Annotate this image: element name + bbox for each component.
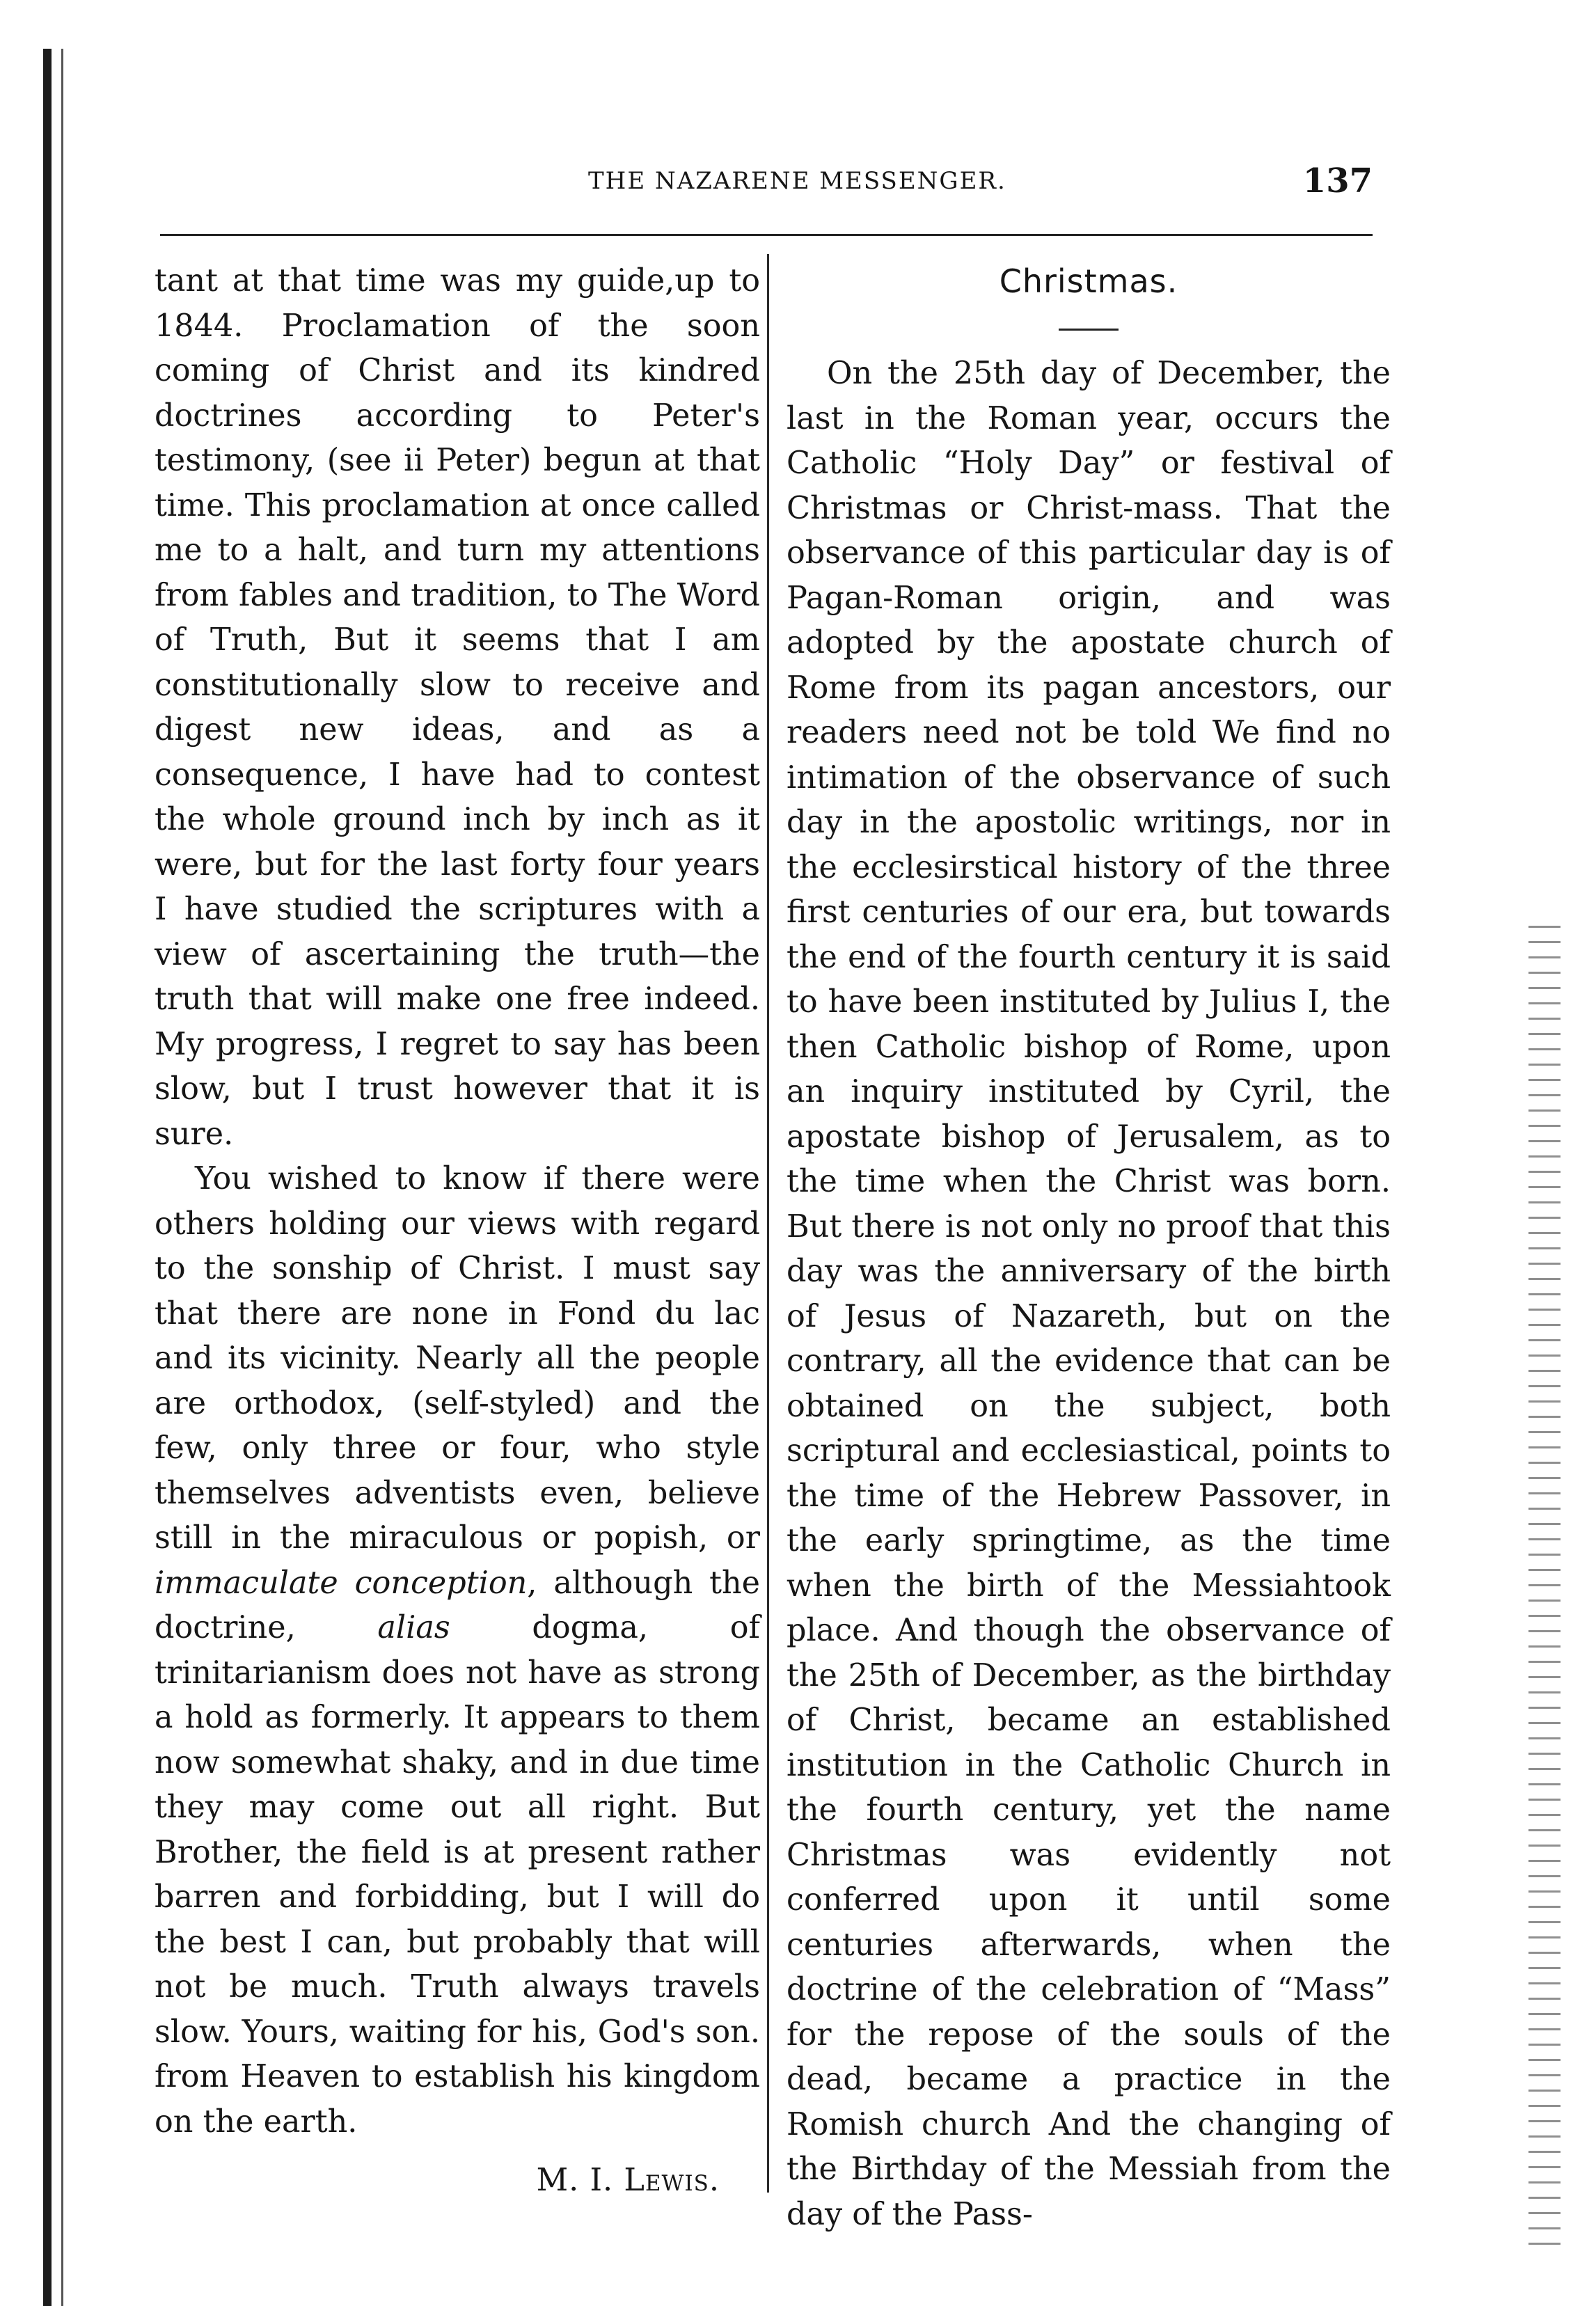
letter-italic-alias: alias <box>377 1610 450 1645</box>
letter-signature: M. I. Lewis. <box>536 2163 720 2198</box>
running-title: THE NAZARENE MESSENGER. <box>588 167 1006 195</box>
letter-paragraph-2-text-c: dogma, of trinitarianism does not have as strong a hold as formerly. It appears to them now somewhat shaky, and in due time they may come out all right. But Brother, the field is at present rather barren and forbidding, but I will do the best I can, but probably that will not be much. Truth always travels slow. Yours, waiting for his, God's son. from Heaven to establish his kingdom on the earth. <box>155 1610 760 2140</box>
header-rule <box>160 234 1373 236</box>
letter-paragraph-1: tant at that time was my guide,up to 1844. Proclamation of the soon coming of Christ and its kindred doctrines according to Peter's testimony, (see ii Peter) begun at that time. This proclamation at once called me to a halt, and turn my attentions from fables and tradition, to The Word of Truth, But it seems that I am constitutionally slow to receive and digest new ideas, and as a consequence, I have had to contest the whole ground inch by inch as it were, but for the last forty four years I have studied the scriptures with a view of ascertaining the truth—the truth that will make one free indeed. My progress, I regret to say has been slow, but I trust however that it is sure. <box>155 263 760 1152</box>
left-column <box>155 259 760 2204</box>
page-header <box>153 161 1373 203</box>
page-edge-specks <box>1528 926 1561 2248</box>
column-divider <box>767 254 769 2193</box>
binding-edge-inner <box>61 49 63 2306</box>
letter-paragraph-2 <box>155 1157 760 2145</box>
letter-paragraph-2-text-a: You wished to know if there were others holding our views with regard to the sonship of Christ. I must say that there are none in Fond du lac and its vicinity. Nearly all the people are orthodox, (self-styled) and the few, only three or four, who style themselves adventists even, believe still in the miraculous or popish, or <box>155 1161 760 1556</box>
letter-paragraph-2-text-b: , although the doctrine, <box>155 1565 760 1645</box>
letter-italic-immaculate-conception: immaculate conception <box>155 1565 528 1601</box>
page-number: 137 <box>1302 161 1373 200</box>
article-body: On the 25th day of December, the last in the Roman year, occurs the Catholic “Holy Day” or festival of Christmas or Christ-mass. That the observance of this particular day is of Pagan-Roman origin, and was adopted by the apostate church of Rome from its pagan ancestors, our readers need not be told We find no intimation of the observance of such day in the apostolic writings, nor in the ecclesirstical history of the three first centuries of our era, but towards the end of the fourth century it is said to have been instituted by Julius I, the then Catholic bishop of Rome, upon an inquiry instituted by Cyril, the apostate bishop of Jerusalem, as to the time when the Christ was born. But there is not only no proof that this day was the anniversary of the birth of Jesus of Nazareth, but on the contrary, all the evidence that can be obtained on the subject, both scriptural and ecclesiastical, points to the time of the Hebrew Passover, in the early springtime, as the time when the birth of the Messiahtook place. And though the observance of the 25th of December, as the birthday of Christ, became an established institution in the Catholic Church in the fourth century, yet the name Christmas was evidently not conferred upon it until some centuries afterwards, when the doctrine of the celebration of “Mass” for the repose of the souls of the dead, became a practice in the Romish church And the changing of the Birthday of the Messiah from the day of the Pass- <box>787 356 1391 2232</box>
article-title: Christmas. <box>999 262 1178 300</box>
binding-edge <box>43 49 52 2306</box>
right-column <box>787 259 1391 2237</box>
title-rule <box>1059 329 1119 331</box>
